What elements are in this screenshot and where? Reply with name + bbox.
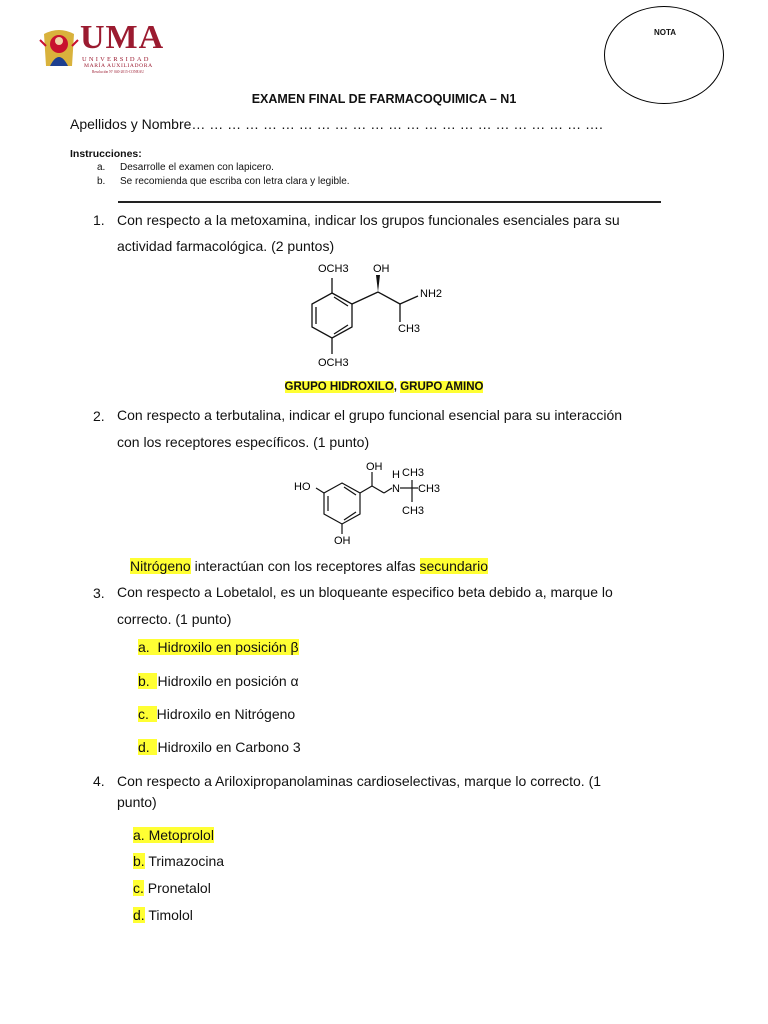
option-marker: b. [133, 853, 145, 869]
answer-highlight: GRUPO AMINO [400, 381, 484, 393]
structure-label: OCH3 [318, 357, 349, 369]
option-marker: d. [138, 739, 150, 755]
option-b [138, 671, 299, 691]
logo-line3: Resolución N° 040-2015-CONEAU [92, 70, 144, 74]
question-text: Con respecto a Ariloxipropanolaminas cardioselectivas, marque lo correcto. (1 [117, 773, 602, 789]
answer-highlight: Nitrógeno [130, 558, 191, 574]
answer-text: interactúan con los receptores alfas [190, 558, 420, 574]
option-a [138, 637, 299, 657]
question-text: Con respecto a la metoxamina, indicar los grupos funcionales esenciales para su [117, 212, 620, 228]
logo-line2: MARÍA AUXILIADORA [84, 63, 153, 69]
answer-line [0, 381, 768, 393]
question-number: 2. [93, 408, 105, 424]
terbutaline-structure [290, 458, 450, 546]
option-marker: a. [133, 827, 145, 843]
exam-title: EXAMEN FINAL DE FARMACOQUIMICA – N1 [251, 92, 517, 106]
option-text: Metoprolol [144, 827, 214, 843]
grade-label: NOTA [654, 28, 677, 37]
option-text: Hidroxilo en posición α [157, 673, 299, 689]
name-field: Apellidos y Nombre… … … … … … … … … … … … … … … … … … … … … … …. [70, 116, 603, 132]
option-spacer [149, 706, 157, 722]
question-number: 3. [93, 585, 105, 601]
instruction-text: Se recomienda que escriba con letra clara y legible. [120, 176, 350, 187]
structure-label: CH3 [398, 323, 421, 335]
option-c [138, 704, 295, 724]
structure-label: OH [366, 461, 383, 473]
logo-line1: UNIVERSIDAD [82, 56, 151, 63]
option-highlight [133, 827, 214, 843]
option-text: Hidroxilo en posición β [157, 639, 299, 655]
structure-label: OH [334, 535, 351, 546]
crest-icon [38, 26, 80, 70]
option-b [133, 851, 224, 871]
option-c [133, 878, 211, 898]
grade-oval [604, 6, 724, 104]
instruction-marker: a. [97, 162, 106, 173]
option-marker: b. [138, 673, 150, 689]
instruction-marker: b. [97, 176, 106, 187]
methoxamine-structure [300, 258, 450, 376]
logo-brand: UMA [80, 19, 165, 56]
question-text: Con respecto a Lobetalol, es un bloqueante especifico beta debido a, marque lo [117, 584, 613, 600]
structure-label: CH3 [402, 505, 425, 517]
option-marker: a. [138, 639, 150, 655]
answer-line [130, 557, 488, 575]
structure-label: CH3 [402, 467, 425, 479]
option-highlight [138, 639, 299, 655]
option-text: Hidroxilo en Nitrógeno [156, 706, 296, 722]
question-number: 1. [93, 212, 105, 228]
answer-highlight: GRUPO HIDROXILO [284, 381, 394, 393]
structure-label: OCH3 [318, 263, 349, 275]
option-marker: d. [133, 907, 145, 923]
structure-label: NH2 [420, 288, 443, 300]
divider [118, 201, 661, 203]
structure-label: H [392, 469, 400, 481]
option-text: Pronetalol [143, 880, 211, 896]
structure-label: N [392, 483, 400, 495]
instruction-text: Desarrolle el examen con lapicero. [120, 162, 274, 173]
option-a [133, 825, 214, 845]
answer-separator: , [393, 381, 397, 393]
structure-label: HO [294, 481, 311, 493]
question-text: punto) [117, 794, 157, 810]
option-text: Trimazocina [144, 853, 225, 869]
option-d [138, 737, 301, 757]
answer-highlight: secundario [419, 558, 488, 574]
question-text: actividad farmacológica. (2 puntos) [117, 238, 335, 254]
instructions-heading: Instrucciones: [70, 148, 142, 160]
option-marker: c. [133, 880, 144, 896]
question-text: con los receptores específicos. (1 punto) [117, 434, 370, 450]
option-text: Hidroxilo en Carbono 3 [157, 739, 301, 755]
option-marker: c. [138, 706, 149, 722]
structure-label: CH3 [418, 483, 441, 495]
question-text: Con respecto a terbutalina, indicar el grupo funcional esencial para su interacción [117, 407, 623, 423]
structure-label: OH [373, 263, 390, 275]
option-d [133, 905, 193, 925]
question-number: 4. [93, 773, 105, 789]
option-text: Timolol [144, 907, 193, 923]
question-text: correcto. (1 punto) [117, 611, 232, 627]
